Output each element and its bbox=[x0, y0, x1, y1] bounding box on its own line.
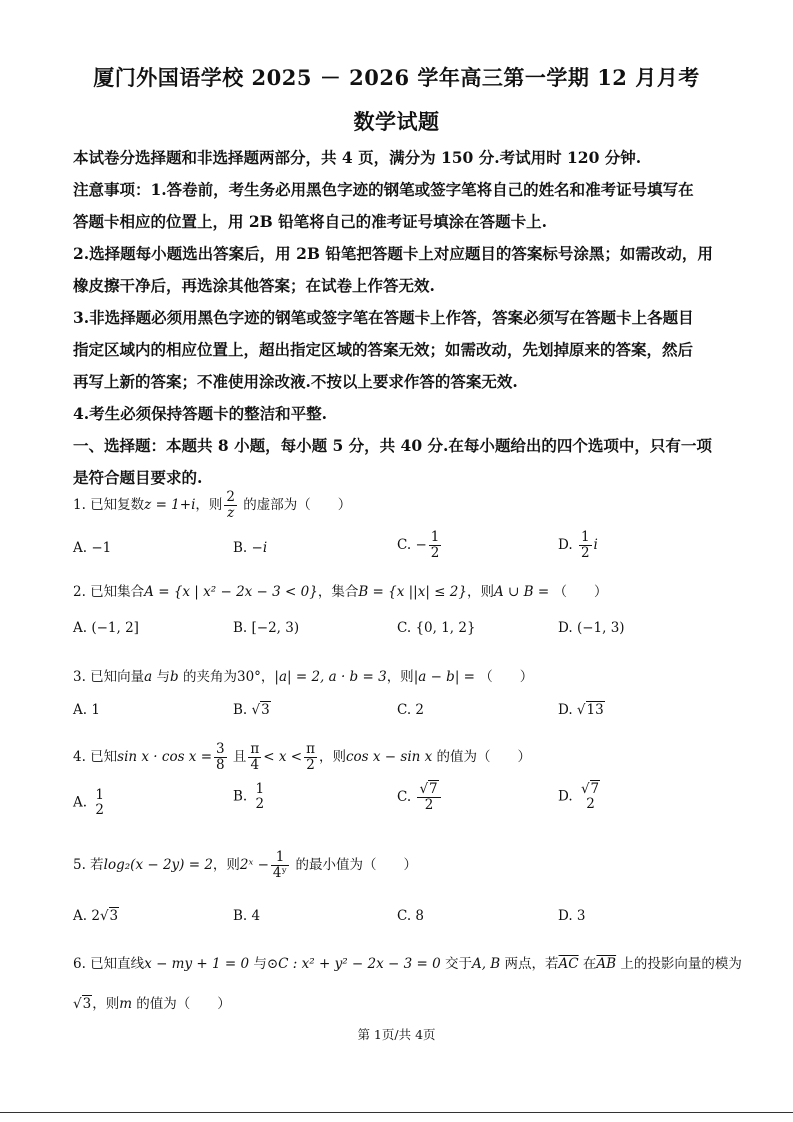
question-6-cont: √3，则m 的值为（ ） bbox=[73, 996, 231, 1012]
question-2: 2. 已知集合A = {x | x² − 2x − 3 < 0}，集合B = {x ||x| ≤ 2}，则A ∪ B = （ ） bbox=[73, 584, 608, 600]
instruction-line: 本试卷分选择题和非选择题两部分，共 4 页，满分为 150 分.考试用时 120 分钟. bbox=[73, 148, 642, 167]
q4-option-c: C. $\frac{√7}{2}$ bbox=[397, 782, 443, 813]
instructions bbox=[73, 142, 723, 494]
exam-title: 厦门外国语学校 2025 － 2026 学年高三第一学期 12 月月考 bbox=[93, 65, 700, 90]
q1-option-b: B. −i bbox=[233, 540, 268, 556]
q5-option-a: A. 2√3 bbox=[73, 908, 119, 924]
q1-option-d: D. $\frac{1}{2}$ i bbox=[558, 529, 598, 561]
q2-option-a: A. (−1, 2] bbox=[73, 620, 139, 636]
instruction-line: 再写上新的答案；不准使用涂改液.不按以上要求作答的答案无效. bbox=[73, 372, 518, 391]
q3-option-b: B. √3 bbox=[233, 702, 270, 718]
question-4: 4. 已知sin x · cos x = $\frac{3}{8}$ 且 $\frac{\pi}{4}$ < x < $\frac{\pi}{2}$ ，则cos x − sin x 的值为（ ） bbox=[73, 741, 532, 773]
instruction-line: 答题卡相应的位置上，用 2B 铅笔将自己的准考证号填涂在答题卡上. bbox=[73, 212, 548, 231]
q2-option-b: B. [−2, 3) bbox=[233, 620, 300, 636]
q5-option-b: B. 4 bbox=[233, 908, 261, 924]
exam-subtitle: 数学试题 bbox=[353, 109, 440, 134]
q5-option-d: D. 3 bbox=[558, 908, 586, 924]
q5-option-c: C. 8 bbox=[397, 908, 425, 924]
instruction-line: 指定区域内的相应位置上，超出指定区域的答案无效；如需改动，先划掉原来的答案，然后 bbox=[73, 340, 694, 359]
instruction-line: 注意事项：1.答卷前，考生务必用黑色字迹的钢笔或签字笔将自己的姓名和准考证号填写在 bbox=[73, 180, 694, 199]
instruction-line: 3.非选择题必须用黑色字迹的钢笔或签字笔在答题卡上作答，答案必须写在答题卡上各题目 bbox=[73, 308, 694, 327]
page-footer: 第 1页/共 4页 bbox=[357, 1027, 436, 1042]
q1-option-a: A. −1 bbox=[73, 540, 112, 556]
question-3: 3. 已知向量a 与b 的夹角为30°，|a| = 2, a · b = 3，则|a − b| = （ ） bbox=[73, 669, 534, 685]
question-5: 5. 若log₂(x − 2y) = 2，则2ˣ − $\frac{1}{\text{4ʸ}}$ 的最小值为（ ） bbox=[73, 849, 418, 881]
instruction-line: 橡皮擦干净后，再选涂其他答案；在试卷上作答无效. bbox=[73, 276, 435, 295]
q3-option-a: A. 1 bbox=[73, 702, 100, 718]
q1-fraction: $\frac{2}{z}$ bbox=[226, 489, 235, 521]
bottom-divider bbox=[0, 1112, 793, 1113]
q1-expression: z = 1+i bbox=[144, 496, 196, 513]
q3-option-d: D. √13 bbox=[558, 702, 604, 718]
q2-option-d: D. (−1, 3) bbox=[558, 620, 625, 636]
question-6: 6. 已知直线x − my + 1 = 0 与⊙C : x² + y² − 2x − 3 = 0 交于A, B 两点，若$\overline{AC}$ 在$\overline{AB}$ 上的投影向量的模为 bbox=[73, 956, 742, 972]
instruction-line: 一、选择题：本题共 8 小题，每小题 5 分，共 40 分.在每小题给出的四个选项中，只有一项 bbox=[73, 436, 712, 455]
q1-option-c: C. − $\frac{1}{2}$ bbox=[397, 529, 440, 561]
instruction-line: 4.考生必须保持答题卡的整洁和平整. bbox=[73, 404, 328, 423]
q2-option-c: C. {0, 1, 2} bbox=[397, 620, 476, 636]
q4-option-a: A. 1 2 bbox=[73, 787, 104, 818]
q4-option-b: B. 1 2 bbox=[233, 781, 265, 812]
instruction-line: 2.选择题每小题选出答案后，用 2B 铅笔把答题卡上对应题目的答案标号涂黑；如需改动，用 bbox=[73, 244, 713, 263]
q3-option-c: C. 2 bbox=[397, 702, 425, 718]
instruction-line: 是符合题目要求的. bbox=[73, 468, 203, 487]
q4-option-d: D. √7 2 bbox=[558, 781, 600, 812]
question-1: 1. 已知复数z = 1+i，则 $\frac{2}{z}$ 的虚部为（ ） bbox=[73, 489, 352, 521]
